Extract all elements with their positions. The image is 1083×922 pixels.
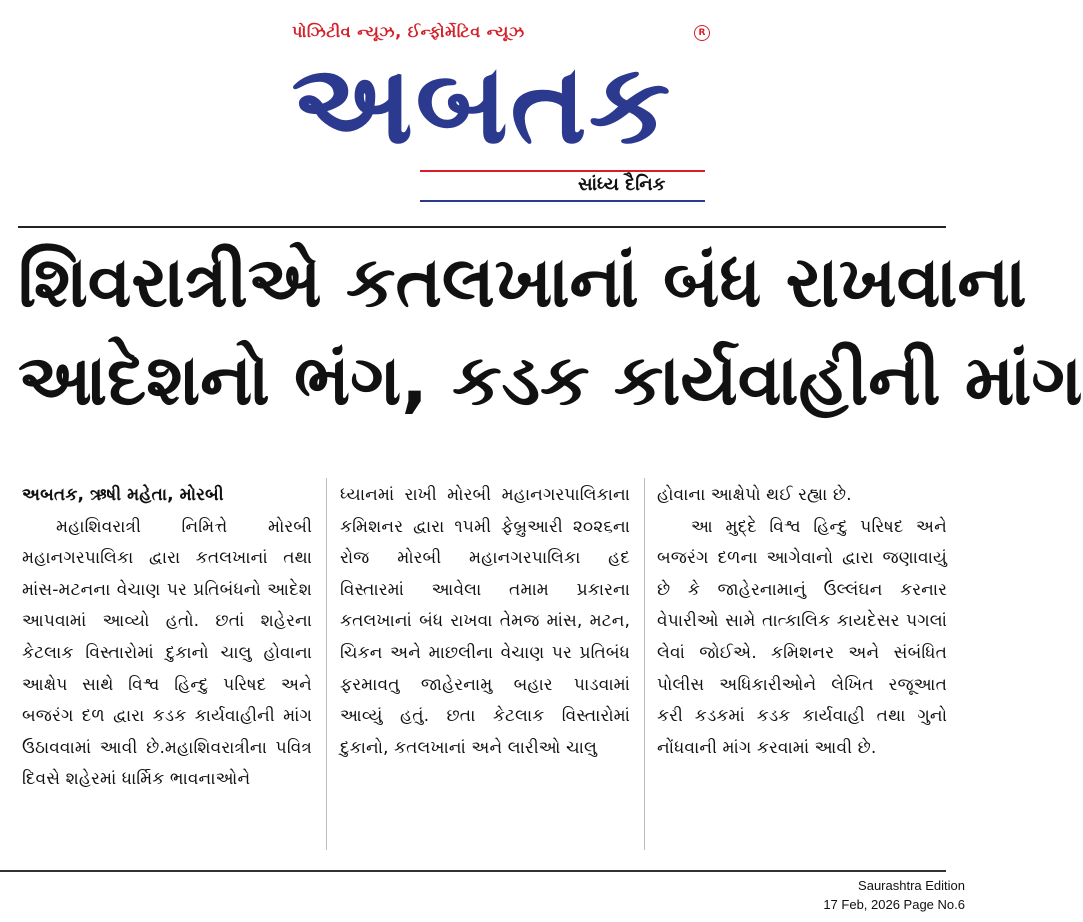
article-byline: અબતક, ઋષી મહેતા, મોરબી (22, 485, 224, 505)
column-divider (644, 478, 645, 850)
article-column-2 (340, 480, 630, 852)
masthead-tagline: પોઝિટીવ ન્યૂઝ, ઈન્ફોર્મેટિવ ન્યૂઝ (292, 22, 525, 41)
headline-line-1: શિવરાત્રીએ કતલખાનાં બંધ રાખવાના (18, 241, 1027, 323)
registered-mark: R (694, 25, 710, 41)
article-column-3 (657, 480, 947, 852)
column-3-intro: હોવાના આક્ષેપો થઈ રહ્યા છે. (657, 485, 852, 505)
logo-underline-blue (420, 200, 705, 202)
column-divider (326, 478, 327, 850)
edition-label: Saurashtra Edition (858, 878, 965, 893)
footer-rule (0, 870, 946, 872)
page-footer (823, 876, 965, 914)
column-2-text: ધ્યાનમાં રાખી મોરબી મહાનગરપાલિકાના કમિશનર દ્વારા ૧૫મી ફેબ્રુઆરી ૨૦૨૬ના રોજ મોરબી મહાનગરપાલિકા હદ વિસ્તારમાં આવેલા તમામ પ્રકારના કતલખાનાં બંધ રાખવા તેમજ માંસ, મટન, ચિકન અને માછલીના વેચાણ પર પ્રતિબંધ ફરમાવતુ જાહેરનામુ બહાર પાડવામાં આવ્યું હતું. છતા કેટલાક વિસ્તારોમાં દુકાનો, કતલખાનાં અને લારીઓ ચાલુ (340, 485, 630, 758)
article-headline (18, 233, 1083, 429)
column-3-text: આ મુદ્દે વિશ્વ હિન્દુ પરિષદ અને બજરંગ દળના આગેવાનો દ્વારા જણાવાયું છે કે જાહેરનામાનું ઉલ્લંઘન કરનાર વેપારીઓ સામે તાત્કાલિક કાયદેસર પગલાં લેવાં જોઈએ. કમિશનર અને સંબંધિત પોલીસ અધિકારીઓને લેખિત રજૂઆત કરી કડકમાં કડક કાર્યવાહી તથા ગુનો નોંધવાની માંગ કરવામાં આવી છે. (657, 516, 947, 758)
headline-top-rule (18, 226, 946, 228)
masthead-subtag: સાંધ્ય દૈનિક (578, 174, 666, 195)
column-1-text: મહાશિવરાત્રી નિમિત્તે મોરબી મહાનગરપાલિકા દ્વારા કતલખાનાં તથા માંસ-મટનના વેચાણ પર પ્રતિબંધનો આદેશ આપવામાં આવ્યો હતો. છતાં શહેરના કેટલાક વિસ્તારોમાં દુકાનો ચાલુ હોવાના આક્ષેપ સાથે વિશ્વ હિન્દુ પરિષદ અને બજરંગ દળ દ્વારા કડક કાર્યવાહીની માંગ ઉઠાવવામાં આવી છે.મહાશિવરાત્રીના પવિત્ર દિવસે શહેરમાં ધાર્મિક ભાવનાઓને (22, 516, 312, 790)
article-column-1 (22, 480, 312, 852)
logo-underline-red (420, 170, 705, 172)
newspaper-logo: અબતક (291, 40, 673, 168)
masthead (0, 0, 975, 205)
date-page-label: 17 Feb, 2026 Page No.6 (823, 897, 965, 912)
headline-line-2: આદેશનો ભંગ, કડક કાર્યવાહીની માંગ (18, 339, 1083, 421)
